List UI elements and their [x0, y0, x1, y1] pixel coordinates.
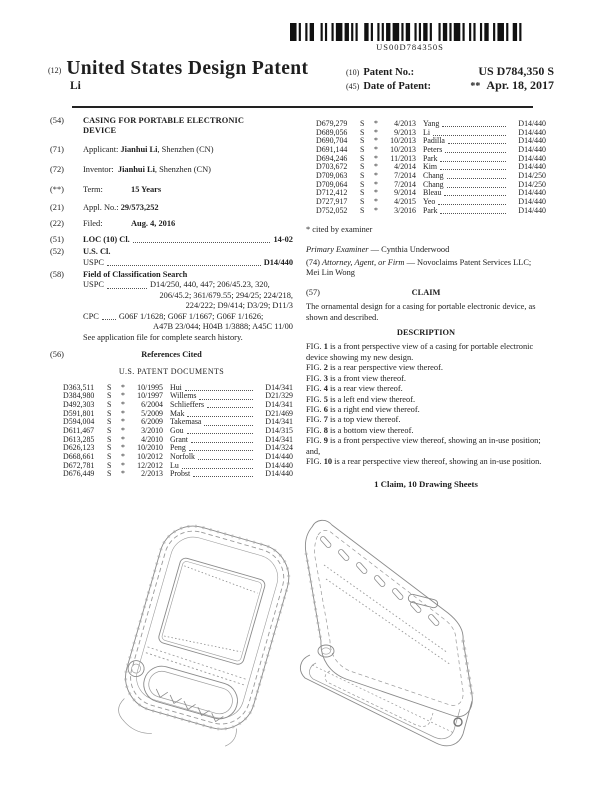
fig-number: 3 [323, 373, 328, 383]
fig-number: 2 [323, 363, 328, 373]
uscl-label: U.S. Cl. [83, 247, 111, 257]
kind-code: S [107, 382, 112, 392]
doc-class: D14/440 [518, 162, 546, 172]
doc-name: Park [423, 153, 438, 163]
doc-number: D679,279 [316, 119, 348, 128]
dot-leader [207, 401, 253, 408]
field-uspc-line: 224/222; D9/414; D3/29; D11/3 [185, 301, 293, 311]
claim-heading [306, 288, 546, 298]
masthead [48, 58, 554, 93]
dot-leader [442, 120, 506, 127]
filed-entry [50, 219, 293, 229]
dot-leader [193, 470, 253, 477]
fig-prefix: FIG. [306, 373, 324, 383]
drawings-area [0, 497, 600, 800]
doc-date: 9/2013 [394, 127, 416, 137]
inventor-location: , Shenzhen (CN) [154, 165, 211, 175]
patent-reference-row [63, 470, 293, 479]
doc-date: 7/2014 [394, 179, 416, 189]
field-code: (74) [306, 258, 320, 268]
applicant-label: Applicant: [83, 144, 119, 154]
field-code: (57) [306, 287, 320, 297]
fig-text: is a top view thereof. [327, 415, 401, 425]
doc-number: D709,064 [316, 179, 348, 189]
claims-sheets-note: 1 Claim, 10 Drawing Sheets [374, 479, 478, 490]
left-column [50, 116, 293, 479]
dot-leader [438, 198, 506, 205]
figure-description-line [306, 384, 546, 394]
kind-code: S [107, 434, 112, 444]
doc-date: 3/2016 [394, 205, 416, 215]
date-value: Apr. 18, 2017 [486, 78, 554, 92]
fig-number: 1 [323, 342, 328, 352]
doc-date: 2/2013 [141, 469, 163, 479]
field-cpc-label: CPC [83, 311, 99, 321]
doc-name: Norfolk [170, 451, 195, 461]
fig-number: 9 [323, 436, 328, 446]
description-heading-text: DESCRIPTION [396, 328, 456, 338]
attorney-label: Attorney, Agent, or Firm [322, 258, 405, 268]
fig-prefix: FIG. [306, 404, 324, 414]
fig-prefix: FIG. [306, 456, 324, 466]
attorney-name: — Novoclaims Patent Services LLC; Mei Lin Wong [306, 258, 532, 278]
doc-name: Chang [423, 179, 444, 189]
kind-code: S [360, 144, 365, 154]
fig-text: is a rear perspective view thereof. [327, 363, 443, 373]
doc-name: Lu [170, 460, 179, 470]
doc-date: 4/2015 [394, 196, 416, 206]
doc-date: 9/2014 [394, 188, 416, 198]
doc-class: D14/440 [518, 127, 546, 137]
doc-date: 10/2013 [390, 144, 416, 154]
field-code: (72) [50, 165, 64, 175]
doc-class: D14/440 [265, 460, 293, 470]
doc-class: D14/440 [518, 196, 546, 206]
title-entry [50, 116, 293, 137]
examiner-cited-star: * [374, 205, 378, 215]
filed-value: Aug. 4, 2016 [131, 219, 176, 229]
doc-number: D676,449 [63, 469, 95, 479]
doc-class: D14/250 [518, 170, 546, 180]
examiner-label: Primary Examiner [306, 244, 369, 254]
field-code: (52) [50, 247, 64, 257]
us-patent-documents-heading: U.S. PATENT DOCUMENTS [118, 367, 225, 377]
figure-description-line [306, 342, 546, 363]
kind-code: S [360, 119, 365, 128]
doc-class: D14/440 [518, 205, 546, 215]
examiner-cited-star: * [121, 382, 125, 392]
header-rule [72, 106, 533, 108]
kind-code: S [107, 400, 112, 410]
fig-number: 7 [323, 415, 328, 425]
fig-prefix: FIG. [306, 363, 324, 373]
doc-number: D672,781 [63, 460, 95, 470]
doc-name: Willems [170, 391, 197, 401]
right-column [306, 116, 546, 490]
fig-prefix: FIG. [306, 415, 324, 425]
doc-date: 10/1995 [137, 382, 163, 392]
applicant-location: , Shenzhen (CN) [157, 144, 214, 154]
doc-class: D14/341 [265, 382, 293, 392]
fig-number: 6 [323, 404, 328, 414]
doc-date: 10/2010 [137, 443, 163, 453]
examiner-cited-star: * [121, 391, 125, 401]
appl-no-value: 29/573,252 [120, 203, 159, 213]
doc-class: D14/440 [265, 469, 293, 479]
dot-leader [440, 207, 506, 214]
examiner-cited-star: * [121, 434, 125, 444]
dot-leader [107, 280, 147, 288]
doc-number: D626,123 [63, 443, 95, 453]
barcode-number: US00D784350S [376, 42, 444, 52]
kind-code: S [107, 443, 112, 453]
figure-description-line [306, 374, 546, 384]
kind-code: S [360, 153, 365, 163]
doc-name: Peng [170, 443, 186, 453]
doc-date: 4/2010 [141, 434, 163, 444]
masthead-right [346, 58, 554, 93]
us-patent-documents-table-left [63, 384, 293, 479]
field-uspc-label: USPC [83, 280, 104, 290]
doc-name: Yang [423, 119, 440, 128]
kind-code: S [360, 179, 365, 189]
masthead-left [48, 58, 340, 93]
field-code: (54) [50, 116, 64, 125]
fig-prefix: FIG. [306, 384, 324, 394]
dot-leader [189, 444, 253, 451]
doc-class: D21/329 [265, 391, 293, 401]
doc-number: D613,285 [63, 434, 95, 444]
fig-prefix: FIG. [306, 436, 324, 446]
figure-description-line [306, 363, 546, 373]
fig-text: is a rear perspective view thereof, showing an in-use position. [332, 456, 542, 466]
fig-text: is a front perspective view of a casing for portable electronic device showing my new design. [306, 342, 534, 362]
doc-name: Gou [170, 426, 184, 435]
doc-class: D14/440 [518, 136, 546, 146]
field-code: (56) [50, 349, 64, 359]
attorney-line [306, 258, 546, 279]
doc-number: D384,980 [63, 391, 95, 401]
field-of-search-entry [50, 270, 293, 343]
kind-code: S [360, 205, 365, 215]
examiner-cited-star: * [374, 170, 378, 180]
kind-code: S [360, 188, 365, 198]
dot-leader [187, 410, 253, 417]
dot-leader [447, 172, 506, 179]
kind-code: S [107, 408, 112, 418]
dot-leader [198, 453, 253, 460]
appl-no-entry [50, 203, 293, 213]
doc-number: D363,511 [63, 382, 95, 392]
dot-leader [440, 163, 506, 170]
doc-class: D14/250 [518, 179, 546, 189]
field-code: (51) [50, 234, 64, 244]
applicant-name: Jianhui Li [120, 144, 158, 154]
fig-text: is a front perspective view thereof, showing an in-use position; and, [306, 436, 541, 456]
doc-date: 12/2012 [137, 460, 163, 470]
kind-code: S [107, 391, 112, 401]
uspc-value: D14/440 [263, 257, 293, 267]
dot-leader [448, 137, 506, 144]
examiner-cited-star: * [121, 443, 125, 453]
doc-date: 5/2009 [141, 408, 163, 418]
fig-number: 10 [323, 456, 333, 466]
kind-code: S [360, 162, 365, 172]
dot-leader [191, 436, 253, 443]
loc-class-entry [50, 235, 293, 245]
doc-class: D14/440 [518, 144, 546, 154]
inventor-name: Jianhui Li [117, 165, 155, 175]
doc-class: D21/469 [265, 408, 293, 418]
us-patent-documents-table-right [316, 120, 546, 215]
applicant-entry [50, 145, 293, 155]
doc-name: Kim [423, 162, 438, 172]
doc-date: 7/2014 [394, 170, 416, 180]
kind-code: S [107, 451, 112, 461]
fig-number: 4 [323, 384, 328, 394]
doc-class: D14/440 [518, 153, 546, 163]
kind-code: (12) [48, 66, 62, 75]
examiner-cited-star: * [121, 460, 125, 470]
doc-name: Bleau [423, 188, 442, 198]
term-label: Term: [83, 184, 103, 194]
examiner-cited-star: * [374, 153, 378, 163]
date-label: Date of Patent: [363, 81, 431, 92]
doc-number: D591,801 [63, 408, 95, 418]
field-cpc-line: A47B 23/044; H04B 1/3888; A45C 11/00 [153, 322, 293, 332]
dot-leader [185, 384, 253, 391]
kind-code: S [360, 127, 365, 137]
doc-class: D14/440 [518, 188, 546, 198]
doc-number: D690,704 [316, 136, 348, 146]
doc-date: 10/2012 [137, 451, 163, 461]
doc-name: Chang [423, 170, 444, 180]
examiner-cited-star: * [121, 417, 125, 427]
kind-code: S [360, 136, 365, 146]
inventor-surname: Li [70, 80, 81, 92]
fig-text: is a left end view thereof. [327, 394, 416, 404]
figure-description-line [306, 415, 546, 425]
doc-date: 3/2010 [141, 426, 163, 435]
examiner-cited-star: * [374, 188, 378, 198]
doc-class: D14/341 [265, 434, 293, 444]
barcode [290, 23, 530, 52]
patent-no-code: (10) [346, 68, 360, 77]
dot-leader [440, 155, 506, 162]
doc-number: D727,917 [316, 196, 348, 206]
examiner-cited-star: * [374, 119, 378, 128]
doc-date: 10/1997 [137, 391, 163, 401]
fig-text: is a rear view thereof. [327, 384, 403, 394]
dot-leader [187, 427, 253, 434]
inventor-entry [50, 165, 293, 175]
doc-number: D594,004 [63, 417, 95, 427]
fig-prefix: FIG. [306, 342, 324, 352]
cited-by-examiner-note: * cited by examiner [306, 225, 373, 235]
doc-number: D703,672 [316, 162, 348, 172]
date-stars: ** [470, 81, 481, 92]
doc-number: D611,467 [63, 426, 95, 435]
doc-name: Hui [170, 382, 182, 392]
doc-name: Mak [170, 408, 185, 418]
doc-number: D712,412 [316, 188, 348, 198]
fig-text: is a right end view thereof. [327, 404, 420, 414]
search-history-note: See application file for complete search history. [83, 332, 243, 342]
examiner-name: — Cynthia Underwood [370, 244, 450, 254]
description-heading [306, 328, 546, 338]
doc-date: 4/2013 [394, 119, 416, 128]
doc-number: D689,056 [316, 127, 348, 137]
doc-name: Li [423, 127, 431, 137]
doc-date: 6/2009 [141, 417, 163, 427]
figure-rear-perspective-drawing [296, 513, 501, 758]
doc-number: D752,052 [316, 205, 348, 215]
field-uspc-line: 206/45.2; 361/679.55; 294/25; 224/218, [159, 290, 293, 300]
appl-no-label: Appl. No.: [83, 203, 119, 213]
kind-code: S [107, 469, 112, 479]
filed-label: Filed: [83, 219, 103, 229]
field-uspc-line: D14/250, 440, 447; 206/45.23, 320, [149, 280, 270, 290]
field-code: (58) [50, 270, 64, 280]
doc-name: Takemasa [170, 417, 202, 427]
examiner-cited-star: * [374, 196, 378, 206]
field-code: (22) [50, 219, 64, 229]
claim-text: The ornamental design for a casing for portable electronic device, as shown and described. [306, 302, 536, 322]
doc-class: D14/324 [265, 443, 293, 453]
dot-leader [433, 129, 506, 136]
patent-no-label: Patent No.: [363, 67, 415, 78]
doc-name: Grant [170, 434, 188, 444]
doc-number: D668,661 [63, 451, 95, 461]
doc-class: D14/341 [265, 400, 293, 410]
examiner-cited-star: * [374, 162, 378, 172]
loc-value: 14-02 [273, 234, 293, 244]
figure-description-line [306, 436, 546, 457]
examiner-cited-star: * [374, 179, 378, 189]
field-code: (**) [50, 184, 64, 194]
fig-prefix: FIG. [306, 425, 324, 435]
doc-date: 4/2014 [394, 162, 416, 172]
examiner-cited-star: * [121, 469, 125, 479]
doc-number: D691,144 [316, 144, 348, 154]
loc-label: LOC (10) Cl. [83, 234, 130, 244]
doc-class: D14/341 [265, 417, 293, 427]
kind-code: S [360, 196, 365, 206]
dot-leader [133, 235, 271, 243]
doc-name: Probst [170, 469, 191, 479]
term-value: 15 Years [131, 184, 162, 194]
claim-heading-text: CLAIM [411, 287, 441, 297]
doc-date: 6/2004 [141, 400, 163, 410]
figure-description-line [306, 405, 546, 415]
doc-date: 11/2013 [390, 153, 416, 163]
inventor-label: Inventor: [83, 165, 114, 175]
doc-name: Park [423, 205, 438, 215]
barcode-bars [290, 23, 528, 41]
doc-class: D14/440 [518, 119, 546, 128]
dot-leader [445, 146, 506, 153]
dot-leader [102, 312, 116, 320]
uspc-label: USPC [83, 257, 104, 267]
patent-no-value: US D784,350 S [478, 64, 554, 78]
examiner-cited-star: * [121, 451, 125, 461]
document-title: United States Design Patent [66, 58, 309, 79]
doc-number: D492,303 [63, 400, 95, 410]
dot-leader [444, 189, 506, 196]
fig-number: 8 [323, 425, 328, 435]
figure-description-line [306, 457, 546, 467]
field-cpc-line: G06F 1/1628; G06F 1/1667; G06F 1/1626; [118, 311, 264, 321]
doc-class: D14/315 [265, 426, 293, 435]
doc-name: Schlieffers [170, 400, 205, 410]
kind-code: S [360, 170, 365, 180]
invention-title: CASING FOR PORTABLE ELECTRONIC DEVICE [83, 116, 244, 136]
kind-code: S [107, 417, 112, 427]
fig-text: is a front view thereof. [327, 373, 407, 383]
term-entry [50, 185, 293, 195]
dot-leader [107, 258, 261, 266]
kind-code: S [107, 460, 112, 470]
examiner-cited-star: * [121, 408, 125, 418]
figure-descriptions [306, 342, 546, 467]
patent-reference-row [316, 120, 546, 129]
primary-examiner-line [306, 245, 546, 255]
fig-number: 5 [323, 394, 328, 404]
dot-leader [204, 418, 253, 425]
fig-prefix: FIG. [306, 394, 324, 404]
field-code: (71) [50, 144, 64, 154]
examiner-cited-star: * [374, 136, 378, 146]
figure-front-perspective-drawing [100, 503, 300, 778]
fig-text: is a bottom view thereof. [327, 425, 414, 435]
doc-date: 10/2013 [390, 136, 416, 146]
dot-leader [447, 181, 506, 188]
doc-number: D709,063 [316, 170, 348, 180]
doc-class: D14/440 [265, 451, 293, 461]
dot-leader [199, 392, 253, 399]
examiner-cited-star: * [374, 127, 378, 137]
field-code: (21) [50, 203, 64, 213]
figure-description-line [306, 395, 546, 405]
examiner-cited-star: * [374, 144, 378, 154]
doc-number: D694,246 [316, 153, 348, 163]
doc-name: Peters [423, 144, 443, 154]
us-class-entry [50, 247, 293, 268]
references-heading [50, 350, 293, 360]
references-heading-text: References Cited [141, 349, 202, 359]
figure-description-line [306, 426, 546, 436]
patent-reference-row [316, 207, 546, 216]
date-code: (45) [346, 82, 360, 91]
kind-code: S [107, 426, 112, 435]
field-search-label: Field of Classification Search [83, 270, 188, 280]
doc-name: Padilla [423, 136, 445, 146]
dot-leader [182, 462, 253, 469]
doc-name: Yeo [423, 196, 436, 206]
examiner-cited-star: * [121, 426, 125, 435]
examiner-cited-star: * [121, 400, 125, 410]
